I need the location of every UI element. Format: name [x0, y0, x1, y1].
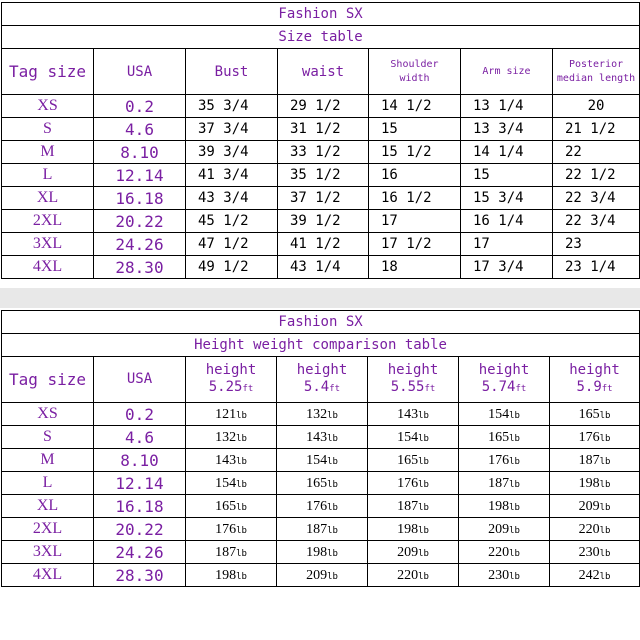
length-cell: 21 1/2 — [553, 118, 640, 141]
length-cell: 20 — [553, 95, 640, 118]
table-row — [2, 164, 640, 187]
weight-cell — [459, 541, 550, 564]
weight-unit: lb — [327, 571, 338, 582]
weight-value: 187 — [306, 521, 328, 537]
weight-cell — [459, 426, 550, 449]
size-table-header — [2, 49, 640, 95]
weight-unit: lb — [509, 548, 520, 559]
height-weight-table — [1, 310, 640, 587]
weight-value: 132 — [215, 429, 237, 445]
waist-cell: 37 1/2 — [278, 187, 369, 210]
weight-value: 187 — [397, 498, 419, 514]
weight-cell — [459, 564, 550, 587]
weight-value: 209 — [578, 498, 600, 514]
weight-unit: lb — [599, 479, 611, 490]
header-bust: Bust — [186, 49, 278, 95]
weight-value: 121 — [215, 406, 237, 422]
weight-value: 165 — [397, 452, 419, 468]
weight-unit: lb — [418, 548, 429, 559]
usa-cell: 4.6 — [94, 118, 186, 141]
usa-cell: 8.10 — [94, 141, 186, 164]
tag-size-cell: 3XL — [2, 233, 94, 256]
weight-unit: lb — [236, 571, 247, 582]
height-label: height — [569, 361, 620, 378]
weight-unit: lb — [509, 433, 520, 444]
header-height-5 — [550, 357, 640, 403]
weight-unit: lb — [509, 525, 520, 536]
header-tag-size: Tag size — [2, 49, 94, 95]
weight-cell — [459, 403, 550, 426]
weight-cell — [459, 495, 550, 518]
weight-unit: lb — [418, 433, 429, 444]
weight-unit: lb — [418, 456, 429, 467]
table-row — [2, 564, 640, 587]
length-cell: 22 3/4 — [553, 210, 640, 233]
tag-size-cell: XL — [2, 187, 94, 210]
tag-size-cell: M — [2, 449, 94, 472]
height-table-header — [2, 357, 640, 403]
table-row — [2, 518, 640, 541]
header-waist: waist — [278, 49, 369, 95]
weight-cell — [550, 495, 640, 518]
height-table-brand: Fashion SX — [2, 311, 640, 334]
weight-value: 176 — [578, 429, 600, 445]
weight-cell — [277, 449, 368, 472]
weight-cell — [459, 518, 550, 541]
weight-cell — [368, 541, 459, 564]
height-value: 5.74ft — [481, 378, 527, 395]
shoulder-cell: 16 1/2 — [369, 187, 461, 210]
tag-size-cell: XL — [2, 495, 94, 518]
tag-size-cell: XS — [2, 403, 94, 426]
shoulder-cell: 17 — [369, 210, 461, 233]
header-height-1 — [186, 357, 277, 403]
weight-unit: lb — [509, 456, 520, 467]
table-row — [2, 472, 640, 495]
usa-cell: 12.14 — [94, 472, 186, 495]
shoulder-cell: 15 1/2 — [369, 141, 461, 164]
tag-size-cell: S — [2, 426, 94, 449]
shoulder-cell: 18 — [369, 256, 461, 279]
weight-unit: lb — [418, 525, 429, 536]
weight-unit: lb — [509, 571, 520, 582]
table-row — [2, 495, 640, 518]
length-cell: 22 1/2 — [553, 164, 640, 187]
weight-unit: lb — [327, 525, 338, 536]
waist-cell: 41 1/2 — [278, 233, 369, 256]
weight-unit: lb — [599, 571, 611, 582]
length-cell: 23 1/4 — [553, 256, 640, 279]
bust-cell: 37 3/4 — [186, 118, 278, 141]
waist-cell: 39 1/2 — [278, 210, 369, 233]
weight-cell — [186, 449, 277, 472]
weight-value: 154 — [488, 406, 510, 422]
bust-cell: 45 1/2 — [186, 210, 278, 233]
arm-cell: 13 3/4 — [461, 118, 553, 141]
arm-cell: 17 — [461, 233, 553, 256]
usa-cell: 12.14 — [94, 164, 186, 187]
weight-cell — [368, 518, 459, 541]
usa-cell: 28.30 — [94, 564, 186, 587]
header-arm-size: Arm size — [461, 49, 553, 95]
weight-cell — [277, 541, 368, 564]
weight-value: 176 — [215, 521, 237, 537]
header-height-3 — [368, 357, 459, 403]
weight-unit: lb — [327, 502, 338, 513]
usa-cell: 20.22 — [94, 518, 186, 541]
weight-value: 143 — [215, 452, 237, 468]
weight-cell — [368, 449, 459, 472]
weight-cell — [550, 449, 640, 472]
table-row — [2, 210, 640, 233]
weight-cell — [186, 564, 277, 587]
weight-value: 198 — [488, 498, 510, 514]
weight-cell — [550, 541, 640, 564]
usa-cell: 20.22 — [94, 210, 186, 233]
table-row — [2, 95, 640, 118]
table-row — [2, 449, 640, 472]
usa-cell: 8.10 — [94, 449, 186, 472]
height-value: 5.25ft — [208, 378, 254, 395]
weight-unit: lb — [236, 525, 247, 536]
weight-unit: lb — [509, 410, 520, 421]
weight-value: 154 — [306, 452, 328, 468]
height-label: height — [387, 361, 439, 378]
weight-value: 198 — [306, 544, 328, 560]
weight-unit: lb — [236, 433, 247, 444]
tag-size-cell: 3XL — [2, 541, 94, 564]
tag-size-cell: L — [2, 472, 94, 495]
weight-cell — [550, 472, 640, 495]
length-cell: 22 3/4 — [553, 187, 640, 210]
weight-unit: lb — [418, 410, 429, 421]
weight-unit: lb — [509, 502, 520, 513]
weight-unit: lb — [418, 502, 429, 513]
usa-cell: 28.30 — [94, 256, 186, 279]
weight-unit: lb — [236, 410, 247, 421]
weight-unit: lb — [236, 548, 247, 559]
waist-cell: 35 1/2 — [278, 164, 369, 187]
size-table-body — [2, 3, 640, 279]
weight-cell — [277, 403, 368, 426]
weight-cell — [459, 449, 550, 472]
height-value: 5.9ft — [576, 378, 613, 395]
bust-cell: 35 3/4 — [186, 95, 278, 118]
header-posterior-line1: Posterior — [568, 58, 624, 70]
header-usa: USA — [94, 49, 186, 95]
weight-cell — [277, 564, 368, 587]
tag-size-cell: S — [2, 118, 94, 141]
height-value: 5.55ft — [390, 378, 436, 395]
weight-value: 220 — [578, 521, 600, 537]
height-label: height — [205, 361, 257, 378]
weight-value: 165 — [578, 406, 600, 422]
weight-unit: lb — [236, 479, 247, 490]
header-shoulder-width — [369, 49, 461, 95]
bust-cell: 43 3/4 — [186, 187, 278, 210]
header-posterior-length — [553, 49, 640, 95]
header-height-2 — [277, 357, 368, 403]
waist-cell: 29 1/2 — [278, 95, 369, 118]
size-table — [1, 2, 640, 279]
weight-cell — [368, 403, 459, 426]
weight-unit: lb — [236, 456, 247, 467]
weight-value: 176 — [488, 452, 510, 468]
weight-cell — [186, 541, 277, 564]
tag-size-cell: L — [2, 164, 94, 187]
usa-cell: 4.6 — [94, 426, 186, 449]
weight-unit: lb — [509, 479, 520, 490]
weight-unit: lb — [599, 525, 611, 536]
length-cell: 23 — [553, 233, 640, 256]
weight-cell — [277, 472, 368, 495]
table-separator — [0, 288, 640, 308]
shoulder-cell: 15 — [369, 118, 461, 141]
weight-cell — [368, 426, 459, 449]
weight-value: 230 — [578, 544, 600, 560]
weight-unit: lb — [418, 479, 429, 490]
length-cell: 22 — [553, 141, 640, 164]
weight-value: 165 — [488, 429, 510, 445]
weight-cell — [368, 564, 459, 587]
weight-unit: lb — [418, 571, 429, 582]
tag-size-cell: 4XL — [2, 256, 94, 279]
table-row — [2, 187, 640, 210]
size-table-title: Size table — [2, 26, 640, 49]
height-table-body — [2, 311, 640, 587]
weight-cell — [368, 495, 459, 518]
weight-value: 220 — [397, 567, 419, 583]
height-label: height — [296, 361, 348, 378]
weight-cell — [186, 518, 277, 541]
arm-cell: 17 3/4 — [461, 256, 553, 279]
weight-value: 242 — [578, 567, 600, 583]
height-label: height — [478, 361, 530, 378]
weight-value: 176 — [397, 475, 419, 491]
weight-value: 176 — [306, 498, 328, 514]
header-posterior-line2: median length — [556, 72, 636, 84]
weight-value: 209 — [306, 567, 328, 583]
weight-cell — [186, 495, 277, 518]
tag-size-cell: 2XL — [2, 210, 94, 233]
weight-value: 198 — [578, 475, 600, 491]
weight-unit: lb — [327, 433, 338, 444]
usa-cell: 16.18 — [94, 187, 186, 210]
table-row — [2, 541, 640, 564]
bust-cell: 39 3/4 — [186, 141, 278, 164]
table-row — [2, 403, 640, 426]
arm-cell: 13 1/4 — [461, 95, 553, 118]
weight-value: 187 — [488, 475, 510, 491]
table-row — [2, 118, 640, 141]
usa-cell: 0.2 — [94, 95, 186, 118]
weight-value: 187 — [215, 544, 237, 560]
weight-cell — [550, 518, 640, 541]
weight-unit: lb — [599, 410, 611, 421]
weight-unit: lb — [599, 456, 611, 467]
weight-value: 132 — [306, 406, 328, 422]
table-row — [2, 256, 640, 279]
weight-unit: lb — [327, 548, 338, 559]
header-tag-size: Tag size — [2, 357, 94, 403]
weight-value: 220 — [488, 544, 510, 560]
tag-size-cell: XS — [2, 95, 94, 118]
weight-value: 165 — [215, 498, 237, 514]
bust-cell: 49 1/2 — [186, 256, 278, 279]
header-usa: USA — [94, 357, 186, 403]
weight-cell — [277, 518, 368, 541]
usa-cell: 16.18 — [94, 495, 186, 518]
table-row — [2, 426, 640, 449]
arm-cell: 15 — [461, 164, 553, 187]
header-shoulder-line2: width — [399, 72, 430, 84]
weight-cell — [368, 472, 459, 495]
height-value: 5.4ft — [303, 378, 341, 395]
weight-value: 165 — [306, 475, 328, 491]
tag-size-cell: M — [2, 141, 94, 164]
arm-cell: 15 3/4 — [461, 187, 553, 210]
weight-value: 209 — [397, 544, 419, 560]
weight-unit: lb — [236, 502, 247, 513]
tag-size-cell: 2XL — [2, 518, 94, 541]
weight-value: 154 — [215, 475, 237, 491]
weight-value: 154 — [397, 429, 419, 445]
size-table-brand: Fashion SX — [2, 3, 640, 26]
height-table-title: Height weight comparison table — [2, 334, 640, 357]
arm-cell: 14 1/4 — [461, 141, 553, 164]
table-row — [2, 233, 640, 256]
weight-unit: lb — [599, 502, 611, 513]
weight-unit: lb — [327, 410, 338, 421]
header-height-4 — [459, 357, 550, 403]
weight-value: 198 — [397, 521, 419, 537]
weight-value: 187 — [578, 452, 600, 468]
weight-cell — [550, 403, 640, 426]
shoulder-cell: 14 1/2 — [369, 95, 461, 118]
weight-unit: lb — [599, 433, 611, 444]
weight-cell — [550, 426, 640, 449]
weight-cell — [186, 403, 277, 426]
weight-value: 209 — [488, 521, 510, 537]
table-row — [2, 141, 640, 164]
weight-value: 143 — [306, 429, 328, 445]
tag-size-cell: 4XL — [2, 564, 94, 587]
weight-value: 230 — [488, 567, 510, 583]
usa-cell: 24.26 — [94, 233, 186, 256]
waist-cell: 33 1/2 — [278, 141, 369, 164]
waist-cell: 43 1/4 — [278, 256, 369, 279]
weight-cell — [277, 426, 368, 449]
shoulder-cell: 16 — [369, 164, 461, 187]
weight-value: 198 — [215, 567, 237, 583]
weight-cell — [186, 472, 277, 495]
weight-unit: lb — [327, 479, 338, 490]
shoulder-cell: 17 1/2 — [369, 233, 461, 256]
waist-cell: 31 1/2 — [278, 118, 369, 141]
header-shoulder-line1: Shoulder — [390, 58, 439, 70]
weight-unit: lb — [599, 548, 611, 559]
bust-cell: 47 1/2 — [186, 233, 278, 256]
weight-cell — [459, 472, 550, 495]
weight-cell — [186, 426, 277, 449]
arm-cell: 16 1/4 — [461, 210, 553, 233]
weight-unit: lb — [327, 456, 338, 467]
weight-cell — [550, 564, 640, 587]
weight-value: 143 — [397, 406, 419, 422]
usa-cell: 24.26 — [94, 541, 186, 564]
weight-cell — [277, 495, 368, 518]
usa-cell: 0.2 — [94, 403, 186, 426]
bust-cell: 41 3/4 — [186, 164, 278, 187]
